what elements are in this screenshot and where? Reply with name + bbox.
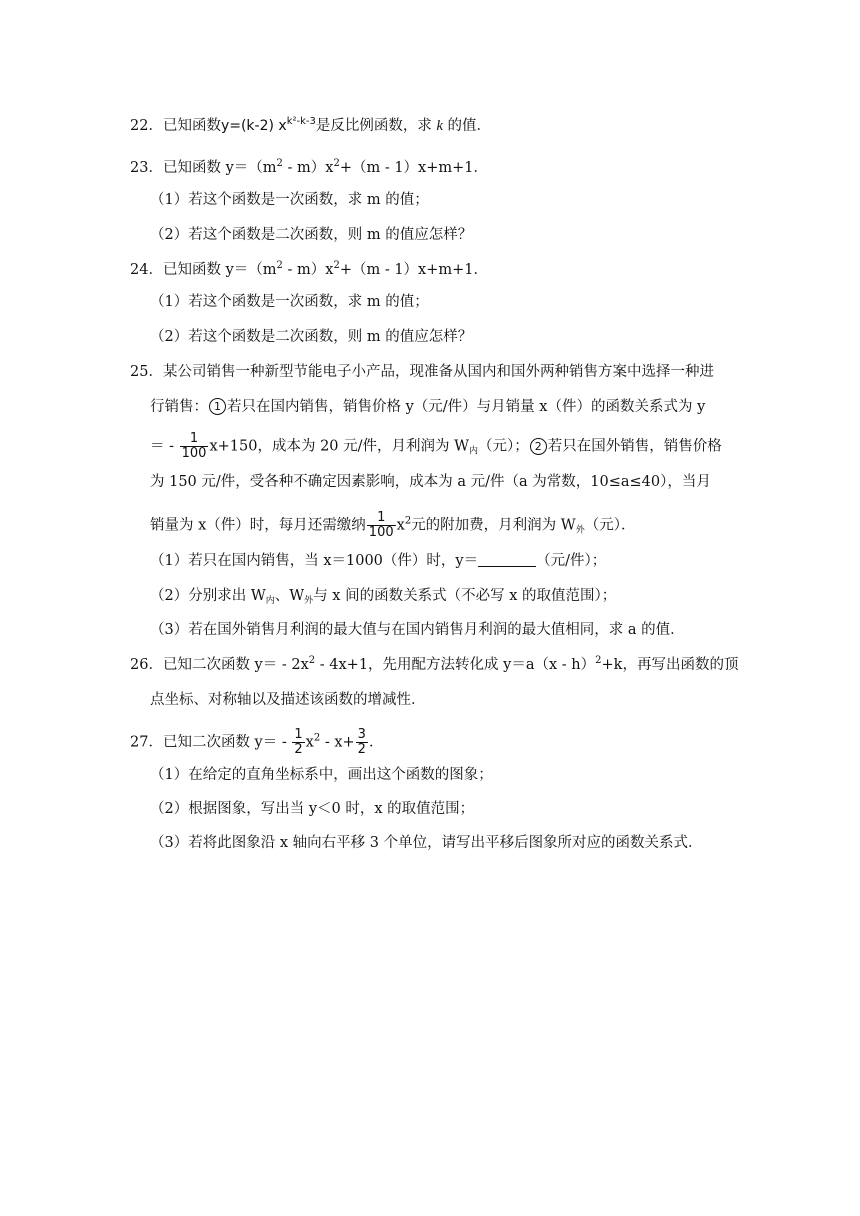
problem-24: 24．已知函数 $y=(m^2 - m)x^2+(m - 1)x+m+1$．: [130, 260, 489, 278]
problem-number: 25．: [130, 364, 163, 380]
problem-27-q3: （3）若将此图象沿 x 轴向右平移 3 个单位，请写出平移后图象所对应的函数关系式．: [150, 835, 703, 851]
problem-number: 23．: [130, 160, 163, 176]
problem-24-q2: （2）若这个函数是二次函数，则 m 的值应怎样？: [150, 329, 473, 345]
problem-26: 26．已知二次函数 $y= - 2x^2 - 4x+1$，先用配方法转化成 y＝a（x - h）$^2$+k，再写出函数的顶: [130, 655, 739, 673]
problem-25-line4: 为 150 元/件，受各种不确定因素影响，成本为 a 元/件（a 为常数，10≤a≤40），当月: [150, 474, 711, 490]
problem-number: 27．: [130, 734, 163, 751]
problem-27-q2: （2）根据图象，写出当 y＜0 时，x 的取值范围；: [150, 801, 475, 817]
problem-27-q1: （1）在给定的直角坐标系中，画出这个函数的图象；: [150, 767, 493, 783]
circled-number-2: 2: [530, 438, 547, 455]
answer-blank[interactable]: [478, 552, 536, 567]
problem-27: 27．已知二次函数 y＝ - $\frac{1}{2}$ $x^2 - x+$ $\frac{3}{2}$ ．: [130, 727, 384, 757]
problem-23-q2: （2）若这个函数是二次函数，则 m 的值应怎样？: [150, 227, 473, 243]
problem-number: 26．: [130, 657, 163, 673]
problem-25-q3: （3）若在国外销售月利润的最大值与在国内销售月利润的最大值相同，求 a 的值．: [150, 622, 685, 638]
problem-number: 24．: [130, 262, 163, 278]
problem-26-line2: 点坐标、对称轴以及描述该函数的增减性．: [150, 692, 426, 708]
problem-23: 23．已知函数 $y=(m^2 - m)x^2+(m - 1)x+m+1$．: [130, 158, 489, 176]
problem-24-q1: （1）若这个函数是一次函数，求 m 的值；: [150, 294, 429, 310]
fraction-3-2: $\frac{3}{2}$: [357, 727, 366, 757]
equation-image: y=(k-2) $x^{k^2-k-3}$: [220, 116, 316, 134]
fraction-1-100: $\frac{1}{100}$: [181, 431, 207, 461]
problem-25-line3: ＝ - $\frac{1}{100}$ x+150，成本为 20 元/件，月利润为 $W_内$（元）； 2 若只在国外销售，销售价格: [150, 431, 722, 461]
problem-25-line5: 销量为 x（件）时，每月还需缴纳 $\frac{1}{100}$ $x^2$元的附加费，月利润为 $W_外$（元）．: [150, 510, 636, 540]
problem-22: 22．已知函数y=(k-2) $x^{k^2-k-3}$是反比例函数，求 k 的值．: [130, 116, 492, 134]
problem-number: 22．: [130, 118, 163, 134]
problem-25-line2: 行销售： 1 若只在国内销售，销售价格 y（元/件）与月销量 x（件）的函数关系式为 y: [150, 399, 706, 415]
problem-25-q1: （1）若只在国内销售，当 x＝1000（件）时，y＝ （元/件）；: [150, 553, 607, 569]
problem-25-q2: （2）分别求出 $W_内$、$W_外$与 x 间的函数关系式（不必写 x 的取值范围）；: [150, 588, 617, 606]
fraction-1-100: $\frac{1}{100}$: [368, 510, 394, 540]
problem-23-q1: （1）若这个函数是一次函数，求 m 的值；: [150, 192, 429, 208]
problem-25: 25．某公司销售一种新型节能电子小产品，现准备从国内和国外两种销售方案中选择一种进: [130, 364, 714, 380]
circled-number-1: 1: [209, 398, 226, 415]
fraction-1-2: $\frac{1}{2}$: [294, 727, 303, 757]
